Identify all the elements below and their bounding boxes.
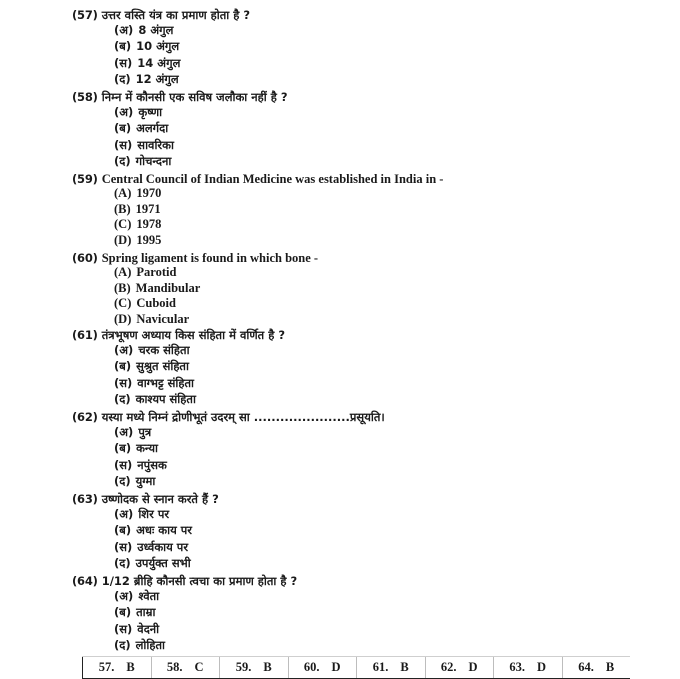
question-number: (64) [72,574,98,588]
question-number: (63) [72,492,98,506]
option-list [72,22,672,87]
question-line [72,490,672,506]
answer-key-cell: 59. B [219,657,288,678]
question-60 [72,249,672,327]
answer-key-cell: 61. B [356,657,425,678]
option-d: (द) 12 अंगुल [114,71,179,86]
option-d: (द) लोहिता [114,637,166,652]
option-list [72,104,672,169]
question-61 [72,326,672,407]
question-text: Central Council of Indian Medicine was established in India in - [101,172,444,186]
option-b: (ब) कन्या [114,441,158,456]
question-text: निम्न में कौनसी एक सविष जलौका नहीं है ? [101,90,288,104]
question-line [72,249,672,265]
option-c: (स) उर्ध्वकाय पर [114,539,189,554]
option-b: (B) Mandibular [114,280,201,295]
option-c: (C) Cuboid [114,296,176,311]
question-line [72,572,672,588]
option-list [72,506,672,571]
question-line [72,88,672,104]
question-text: उत्तर वस्ति यंत्र का प्रमाण होता है ? [101,8,251,22]
option-d: (D) Navicular [114,311,190,326]
answer-key-cell: 60. D [288,657,357,678]
option-d: (द) गोचन्दना [114,153,172,168]
question-number: (58) [72,90,98,104]
option-a: (अ) पुत्र [114,425,152,439]
option-a: (अ) 8 अंगुल [114,23,174,37]
option-list [72,424,672,489]
option-list [72,265,672,327]
answer-key-cell: 57. B [82,657,151,678]
option-d: (D) 1995 [114,232,162,247]
option-c: (स) वेदनी [114,621,160,636]
option-list [72,342,672,407]
question-text: यस्या मध्ये निम्नं द्रोणीभूतं उदरम् सा ......................प्रसूयति। [101,410,385,424]
answer-key-cell: 64. B [562,657,631,678]
option-c: (स) सावरिका [114,137,174,152]
question-58 [72,88,672,169]
answer-key-cell: 63. D [493,657,562,678]
question-text: Spring ligament is found in which bone - [101,251,319,265]
option-b: (B) 1971 [114,201,161,216]
question-text: उष्णोदक से स्नान करते हैं ? [101,492,219,506]
option-c: (C) 1978 [114,217,162,232]
answer-key-cell: 58. C [151,657,220,678]
question-number: (60) [72,251,98,265]
question-line [72,6,672,22]
answer-key-cell: 62. D [425,657,494,678]
question-number: (61) [72,328,98,342]
question-number: (62) [72,410,98,424]
question-63 [72,490,672,571]
option-d: (द) उपर्युक्त सभी [114,555,191,570]
option-b: (ब) सुश्रुत संहिता [114,359,189,374]
question-text: तंत्रभूषण अध्याय किस संहिता में वर्णित है ? [101,328,285,342]
option-a: (अ) कृष्णा [114,105,163,119]
option-b: (ब) अधः काय पर [114,523,192,538]
question-64 [72,572,672,653]
option-b: (ब) ताम्रा [114,605,156,620]
option-b: (ब) अलर्गदा [114,121,169,136]
option-b: (ब) 10 अंगुल [114,39,180,54]
option-d: (द) काश्यप संहिता [114,391,196,406]
option-a: (A) Parotid [114,265,177,279]
option-c: (स) वाग्भट्ट संहिता [114,375,195,390]
question-line [72,170,672,186]
option-a: (अ) श्वेता [114,589,160,603]
option-d: (द) युग्मा [114,473,156,488]
option-a: (अ) शिर पर [114,507,170,521]
question-57 [72,6,672,87]
question-text: 1/12 ब्रीहि कौनसी त्वचा का प्रमाण होता है ? [101,574,298,588]
question-59 [72,170,672,248]
option-c: (स) 14 अंगुल [114,55,181,70]
question-number: (57) [72,8,98,22]
option-list [72,588,672,653]
question-62 [72,408,672,489]
option-c: (स) नपुंसक [114,457,167,472]
option-list [72,186,672,248]
option-a: (A) 1970 [114,186,162,200]
answer-key-strip [82,656,630,679]
question-number: (59) [72,172,98,186]
option-a: (अ) चरक संहिता [114,343,190,357]
question-line [72,326,672,342]
question-line [72,408,672,424]
